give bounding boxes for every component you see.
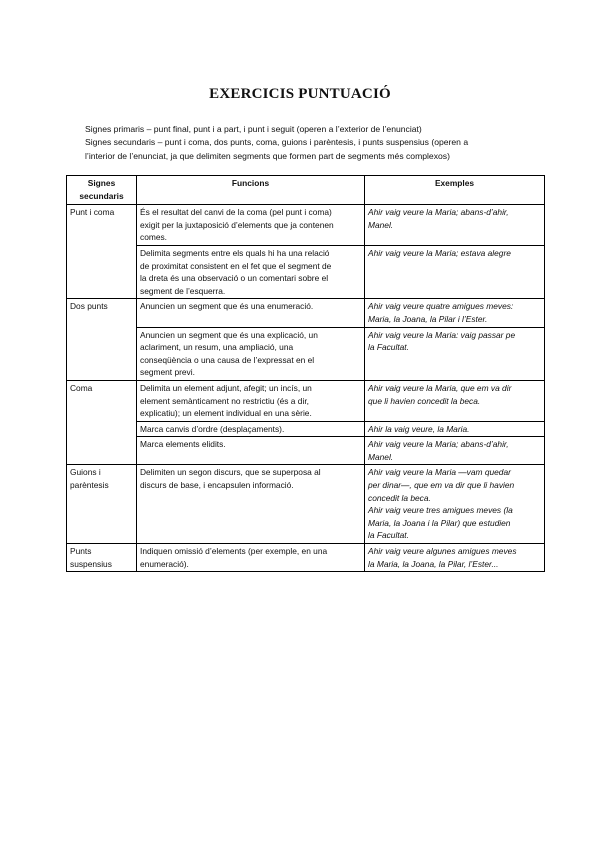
exemple-cell: Ahir vaig veure la Maria; estava alegre — [365, 245, 545, 298]
exemple-cell: Ahir vaig veure la Maria, que em va dir que li havien concedit la beca. — [365, 380, 545, 421]
table-row — [67, 421, 545, 437]
signe-cell: Punts suspensius — [67, 544, 137, 572]
exemple-cell: Ahir vaig veure algunes amigues meves la Maria, la Joana, la Pilar, l’Ester... — [365, 544, 545, 572]
table-row — [67, 327, 545, 380]
signe-cell: Guions i parèntesis — [67, 465, 137, 544]
funcio-cell: Delimita segments entre els quals hi ha una relació de proximitat consistent en el fet que el segment de la dreta és una observació o un comentari sobre el segment de l’esquerra. — [137, 245, 365, 298]
funcio-cell: Marca canvis d’ordre (desplaçaments). — [137, 421, 365, 437]
intro-line-secundaris-cont: l’interior de l’enunciat, ja que delimiten segments que formen part de segments més complexos) — [85, 150, 450, 161]
table-row — [67, 437, 545, 465]
signe-cell: Punt i coma — [67, 205, 137, 299]
table-row — [67, 465, 545, 544]
table-row — [67, 544, 545, 572]
exemple-cell: Ahir vaig veure la Maria; abans-d’ahir, Manel. — [365, 205, 545, 246]
exemple-cell: Ahir vaig veure la Maria —vam quedar per dinar—, que em va dir que li havien concedit la beca. Ahir vaig veure tres amigues meves (la Maria, la Joana i la Pilar) que estudien la Facultat. — [365, 465, 545, 544]
table-row — [67, 205, 545, 246]
signe-cell: Coma — [67, 380, 137, 465]
funcio-cell: Indiquen omissió d’elements (per exemple, en una enumeració). — [137, 544, 365, 572]
exemple-cell: Ahir vaig veure la Maria; abans-d’ahir, Manel. — [365, 437, 545, 465]
funcio-cell: Delimita un element adjunt, afegit; un incís, un element semànticament no restrictiu (és a dir, explicatiu); un element individual en una sèrie. — [137, 380, 365, 421]
table-header-row — [67, 176, 545, 205]
table-row — [67, 299, 545, 327]
funcio-cell: Marca elements elidits. — [137, 437, 365, 465]
funcio-cell: Delimiten un segon discurs, que se superposa al discurs de base, i encapsulen informació. — [137, 465, 365, 544]
funcio-cell: Anuncien un segment que és una explicació, un aclariment, un resum, una ampliació, una conseqüència o una causa de l’expressat en el segment previ. — [137, 327, 365, 380]
funcio-cell: Anuncien un segment que és una enumeració. — [137, 299, 365, 327]
exemple-cell: Ahir la vaig veure, la Maria. — [365, 421, 545, 437]
header-signes: Signes secundaris — [67, 176, 137, 205]
intro-line-primaris: Signes primaris – punt final, punt i a part, i punt i seguit (operen a l’exterior de l’enunciat) — [85, 124, 422, 134]
funcio-cell: És el resultat del canvi de la coma (pel punt i coma) exigit per la juxtaposició d’elements que ja contenen comes. — [137, 205, 365, 246]
table-row — [67, 380, 545, 421]
intro-line-secundaris: Signes secundaris – punt i coma, dos punts, coma, guions i parèntesis, i punts suspensius (operen a — [85, 137, 469, 148]
header-funcions: Funcions — [137, 176, 365, 205]
exemple-cell: Ahir vaig veure la Maria: vaig passar pe la Facultat. — [365, 327, 545, 380]
page-title: EXERCICIS PUNTUACIÓ — [209, 86, 391, 102]
punctuation-table — [66, 175, 545, 572]
header-exemples: Exemples — [365, 176, 545, 205]
table-row — [67, 245, 545, 298]
intro-text — [85, 123, 545, 163]
exemple-cell: Ahir vaig veure quatre amigues meves: Maria, la Joana, la Pilar i l’Ester. — [365, 299, 545, 327]
signe-cell: Dos punts — [67, 299, 137, 381]
